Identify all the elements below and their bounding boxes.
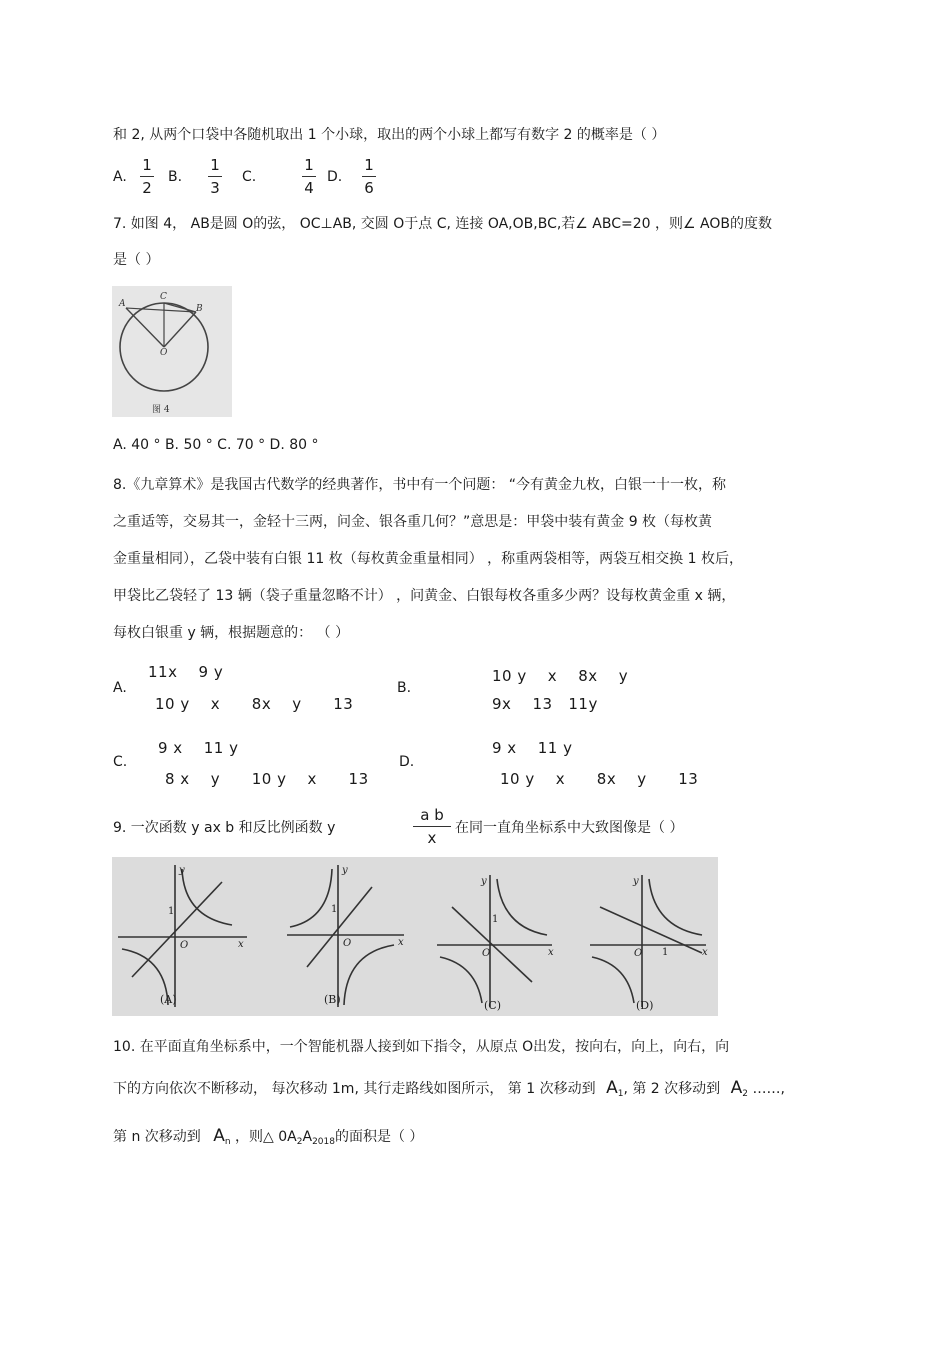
graph-a-y-label: y — [179, 865, 185, 876]
graph-d — [590, 875, 706, 1007]
q8-option-d-eq2: 10 y x 8x y 13 — [500, 770, 699, 788]
q8-option-c-eq1: 9 x 11 y — [158, 739, 239, 757]
graph-c-y-label: y — [481, 876, 487, 887]
graph-a-origin: O — [180, 940, 189, 951]
figure-caption: 图 4 — [152, 405, 170, 415]
q8-option-a-eq1: 11x 9 y — [148, 663, 224, 681]
q6-option-b-fraction — [205, 156, 225, 197]
graph-c-one: 1 — [492, 914, 499, 925]
graph-a-one: 1 — [168, 906, 175, 917]
q9-stem-suffix: 在同一直角坐标系中大致图像是（ ） — [455, 820, 684, 836]
q10-a1: $A_1$ — [606, 1078, 624, 1099]
graph-b-origin: O — [343, 938, 352, 949]
graph-a — [118, 865, 247, 1007]
q6-option-d-label: D. — [327, 169, 343, 185]
graph-c-caption: (C) — [484, 999, 501, 1012]
numerator: 1 — [210, 156, 220, 174]
denominator: 4 — [304, 179, 314, 197]
denominator: x — [427, 829, 437, 847]
q6-option-a-fraction — [137, 156, 157, 197]
q10-line-3 — [113, 1126, 423, 1147]
q8-option-a-eq2: 10 y x 8x y 13 — [155, 695, 354, 713]
q7-stem-line-2: 是（ ） — [113, 252, 160, 268]
graph-a-caption: (A) — [160, 993, 177, 1006]
q10-line-2 — [113, 1078, 785, 1099]
graph-d-origin: O — [634, 948, 643, 959]
q8-option-d-eq1: 9 x 11 y — [492, 739, 573, 757]
q8-option-b-label: B. — [397, 680, 412, 696]
q9-stem-prefix: 9. 一次函数 y ax b 和反比例函数 y — [113, 820, 336, 836]
q10-line-3-text-a: 第 n 次移动到 — [113, 1129, 201, 1145]
q10-line-3-text-c: 的面积是（ ） — [334, 1129, 424, 1145]
q10-line-1: 10. 在平面直角坐标系中，一个智能机器人接到如下指令，从原点 O出发，按向右，向上，向右，向 — [113, 1039, 730, 1055]
q6-option-c-label: C. — [242, 169, 257, 185]
q10-tri-a: A — [302, 1129, 313, 1145]
point-c-label: C — [160, 292, 167, 302]
q7-circle-figure — [112, 286, 232, 417]
q9-fraction — [410, 806, 454, 847]
numerator: 1 — [142, 156, 152, 174]
graph-b-y-label: y — [342, 865, 348, 876]
point-o-label: O — [160, 348, 168, 358]
q8-option-c-label: C. — [113, 754, 128, 770]
q8-option-a-label: A. — [113, 680, 127, 696]
numerator: 1 — [364, 156, 374, 174]
denominator: 6 — [364, 179, 374, 197]
q10-tri-sub-1: 2 — [296, 1137, 303, 1147]
denominator: 3 — [210, 179, 220, 197]
graph-d-y-label: y — [633, 876, 639, 887]
q9-graphs-figure — [112, 857, 718, 1016]
q10-line-2-text-c: ……, — [752, 1081, 785, 1097]
point-b-label: B — [196, 304, 203, 314]
graph-c-x-label: x — [548, 947, 554, 958]
point-a-label: A — [119, 299, 126, 309]
q8-line-1: 8.《九章算术》是我国古代数学的经典著作，书中有一个问题： “今有黄金九枚，白银一十一枚，称 — [113, 477, 727, 493]
numerator: 1 — [304, 156, 314, 174]
q8-line-4: 甲袋比乙袋轻了 13 辆（袋子重量忽略不计） ，问黄金、白银每枚各重多少两？设每枚黄金重 x 辆， — [113, 588, 736, 604]
graph-b-one: 1 — [331, 904, 338, 915]
graph-c — [437, 875, 552, 1007]
graph-b-x-label: x — [398, 937, 404, 948]
q7-options: A. 40 ° B. 50 ° C. 70 ° D. 80 ° — [113, 437, 319, 453]
graph-d-caption: (D) — [636, 999, 654, 1012]
q7-stem-line-1: 7. 如图 4， AB是圆 O的弦， OC⊥AB, 交圆 O于点 C, 连接 OA,OB,BC,若∠ ABC=20 ，则∠ AOB的度数 — [113, 216, 772, 232]
q8-option-d-label: D. — [399, 754, 415, 770]
q8-option-b-eq2: 9x 13 11y — [492, 695, 598, 713]
q8-line-2: 之重适等，交易其一，金轻十三两，问金、银各重几何？”意思是：甲袋中装有黄金 9 枚（每枚黄 — [113, 514, 713, 530]
graph-d-x-label: x — [702, 947, 708, 958]
q10-line-2-text-a: 下的方向依次不断移动， 每次移动 1m, 其行走路线如图所示， 第 1 次移动到 — [113, 1081, 596, 1097]
q10-line-2-text-b: , 第 2 次移动到 — [623, 1081, 721, 1097]
graph-d-one: 1 — [662, 947, 669, 958]
graph-a-x-label: x — [238, 939, 244, 950]
q6-option-d-fraction — [359, 156, 379, 197]
graph-c-origin: O — [482, 948, 491, 959]
q10-line-3-text-b: ，则△ 0A — [235, 1129, 297, 1145]
q6-stem: 和 2, 从两个口袋中各随机取出 1 个小球，取出的两个小球上都写有数字 2 的概率是（ ） — [113, 127, 666, 143]
graph-b-caption: (B) — [324, 993, 341, 1006]
q6-option-c-fraction — [299, 156, 319, 197]
numerator: a b — [420, 806, 444, 824]
q6-option-b-label: B. — [168, 169, 183, 185]
q8-option-c-eq2: 8 x y 10 y x 13 — [165, 770, 369, 788]
q8-line-3: 金重量相同），乙袋中装有白银 11 枚（每枚黄金重量相同） ，称重两袋相等，两袋互相交换 1 枚后， — [113, 551, 743, 567]
q8-option-b-eq1: 10 y x 8x y — [492, 667, 629, 685]
q10-a2: $A_2$ — [730, 1078, 748, 1099]
q6-option-a-label: A. — [113, 169, 127, 185]
graph-b — [287, 865, 404, 1007]
q10-tri-sub-2: 2018 — [312, 1137, 335, 1147]
q10-an: $A_n$ — [213, 1126, 231, 1147]
denominator: 2 — [142, 179, 152, 197]
q8-line-5: 每枚白银重 y 辆，根据题意的： （ ） — [113, 625, 350, 641]
